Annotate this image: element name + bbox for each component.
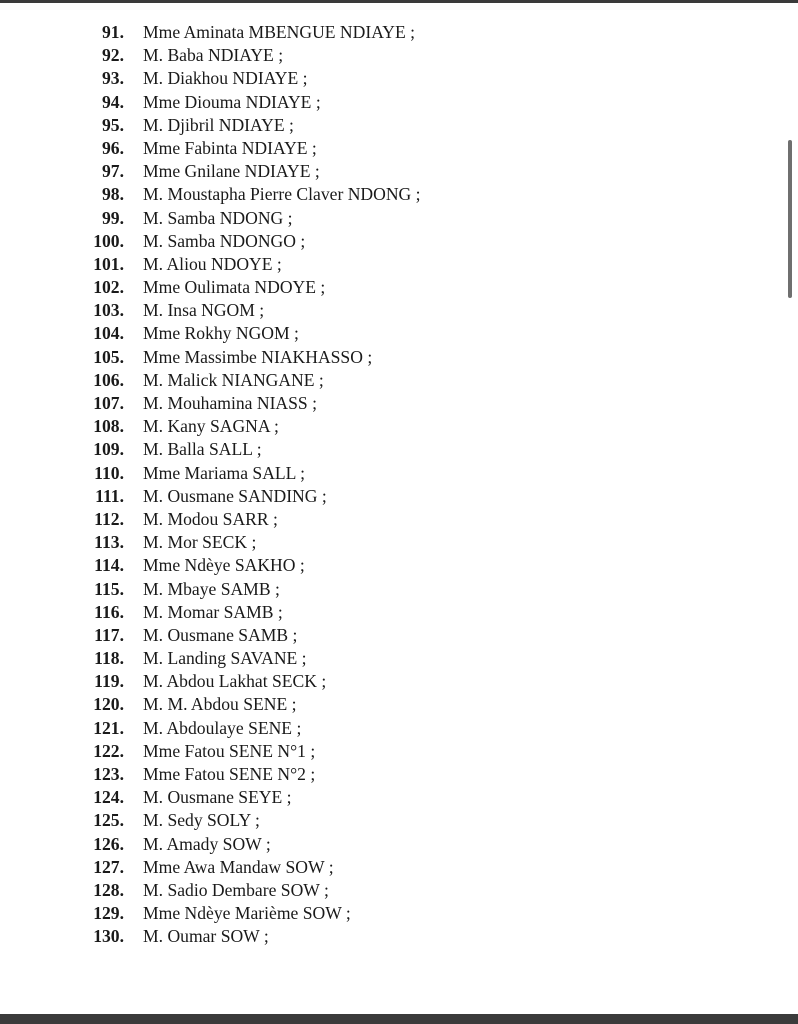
item-number: 107. [93,393,124,413]
list-item [0,786,780,809]
item-number: 94. [102,91,124,112]
list-item [0,578,780,601]
list-item [0,601,780,624]
item-name: Mme Oulimata NDOYE ; [143,277,326,298]
item-number: 110. [94,462,124,483]
list-item [0,856,780,879]
item-name: M. Moustapha Pierre Claver NDONG ; [143,184,421,205]
item-name: M. Malick NIANGANE ; [143,369,324,390]
item-number: 127. [93,856,124,877]
list-item [0,346,780,369]
item-name: M. Kany SAGNA ; [143,416,279,437]
top-edge-bar [0,0,798,3]
item-name: Mme Gnilane NDIAYE ; [143,161,320,182]
item-number: 117. [94,624,124,645]
item-number: 108. [93,416,124,437]
list-item [0,322,780,345]
list-item [0,740,780,763]
item-name: Mme Awa Mandaw SOW ; [143,856,334,877]
list-item [0,21,780,44]
item-number: 111. [95,485,124,506]
item-number: 106. [93,369,124,390]
item-number: 105. [93,346,124,367]
item-number: 92. [102,45,124,66]
item-number: 95. [102,114,124,135]
item-number: 103. [93,300,124,321]
item-number: 99. [102,207,124,228]
item-name: M. Ousmane SANDING ; [143,485,327,506]
list-item [0,693,780,716]
item-name: M. Sadio Dembare SOW ; [143,879,329,900]
item-name: M. Baba NDIAYE ; [143,45,284,66]
item-number: 128. [93,879,124,900]
list-item [0,276,780,299]
item-name: Mme Ndèye SAKHO ; [143,555,305,576]
item-name: M. Samba NDONGO ; [143,230,306,251]
item-number: 100. [93,230,124,251]
item-number: 116. [94,601,124,622]
item-name: M. Diakhou NDIAYE ; [143,68,308,89]
item-name: M. Momar SAMB ; [143,601,283,622]
list-item [0,554,780,577]
item-name: Mme Mariama SALL ; [143,462,306,483]
item-name: M. Mbaye SAMB ; [143,578,280,599]
item-number: 123. [93,764,124,784]
list-item [0,160,780,183]
item-number: 129. [93,903,124,924]
item-number: 121. [93,717,124,738]
list-item [0,415,780,438]
name-list [0,21,780,949]
list-item [0,833,780,856]
item-name: M. Modou SARR ; [143,508,278,529]
item-name: M. Abdoulaye SENE ; [143,717,302,738]
item-number: 109. [93,439,124,460]
list-item [0,717,780,740]
list-item [0,925,780,948]
item-number: 119. [94,671,124,692]
list-item [0,392,780,415]
list-item [0,369,780,392]
item-number: 113. [94,532,124,553]
list-item [0,137,780,160]
item-number: 112. [94,508,124,529]
list-item [0,253,780,276]
item-number: 91. [102,22,124,42]
list-item [0,647,780,670]
item-name: M. Aliou NDOYE ; [143,253,282,274]
list-item [0,809,780,832]
item-name: Mme Fatou SENE N°2 ; [143,764,316,784]
item-name: M. Ousmane SAMB ; [143,624,298,645]
list-item [0,44,780,67]
item-number: 102. [93,277,124,298]
list-item [0,485,780,508]
item-number: 104. [93,323,124,344]
item-number: 120. [93,694,124,715]
list-item [0,207,780,230]
list-item [0,462,780,485]
list-item [0,670,780,693]
item-name: Mme Fabinta NDIAYE ; [143,137,317,158]
item-number: 101. [93,253,124,274]
list-item [0,508,780,531]
list-item [0,531,780,554]
item-number: 98. [102,184,124,205]
list-item [0,230,780,253]
item-name: Mme Diouma NDIAYE ; [143,91,321,112]
item-name: Mme Rokhy NGOM ; [143,323,299,344]
scrollbar-thumb[interactable] [788,140,792,298]
list-item [0,438,780,461]
item-name: Mme Fatou SENE N°1 ; [143,740,316,761]
list-item [0,763,780,786]
item-number: 130. [93,926,124,947]
item-name: M. Mor SECK ; [143,532,257,553]
item-name: Mme Ndèye Marième SOW ; [143,903,351,924]
item-name: Mme Massimbe NIAKHASSO ; [143,346,373,367]
item-name: M. Mouhamina NIASS ; [143,393,317,413]
item-number: 93. [102,68,124,89]
item-name: M. Balla SALL ; [143,439,262,460]
item-name: M. Sedy SOLY ; [143,810,260,831]
item-number: 125. [93,810,124,831]
item-number: 96. [102,137,124,158]
item-name: M. Ousmane SEYE ; [143,787,292,808]
list-item [0,299,780,322]
list-item [0,902,780,925]
item-number: 124. [93,787,124,808]
item-number: 115. [94,578,124,599]
item-name: M. Oumar SOW ; [143,926,269,947]
list-item [0,624,780,647]
item-number: 118. [94,648,124,669]
item-number: 114. [94,555,124,576]
item-name: M. Landing SAVANE ; [143,648,307,669]
list-item [0,183,780,206]
list-item [0,91,780,114]
item-name: M. Abdou Lakhat SECK ; [143,671,327,692]
item-name: Mme Aminata MBENGUE NDIAYE ; [143,22,416,42]
item-number: 122. [93,740,124,761]
item-name: M. Insa NGOM ; [143,300,265,321]
item-name: M. M. Abdou SENE ; [143,694,297,715]
list-item [0,114,780,137]
list-item [0,67,780,90]
item-name: M. Djibril NDIAYE ; [143,114,294,135]
list-item [0,879,780,902]
bottom-edge-bar [0,1014,798,1024]
item-name: M. Amady SOW ; [143,833,271,854]
item-number: 97. [102,161,124,182]
item-number: 126. [93,833,124,854]
item-name: M. Samba NDONG ; [143,207,293,228]
